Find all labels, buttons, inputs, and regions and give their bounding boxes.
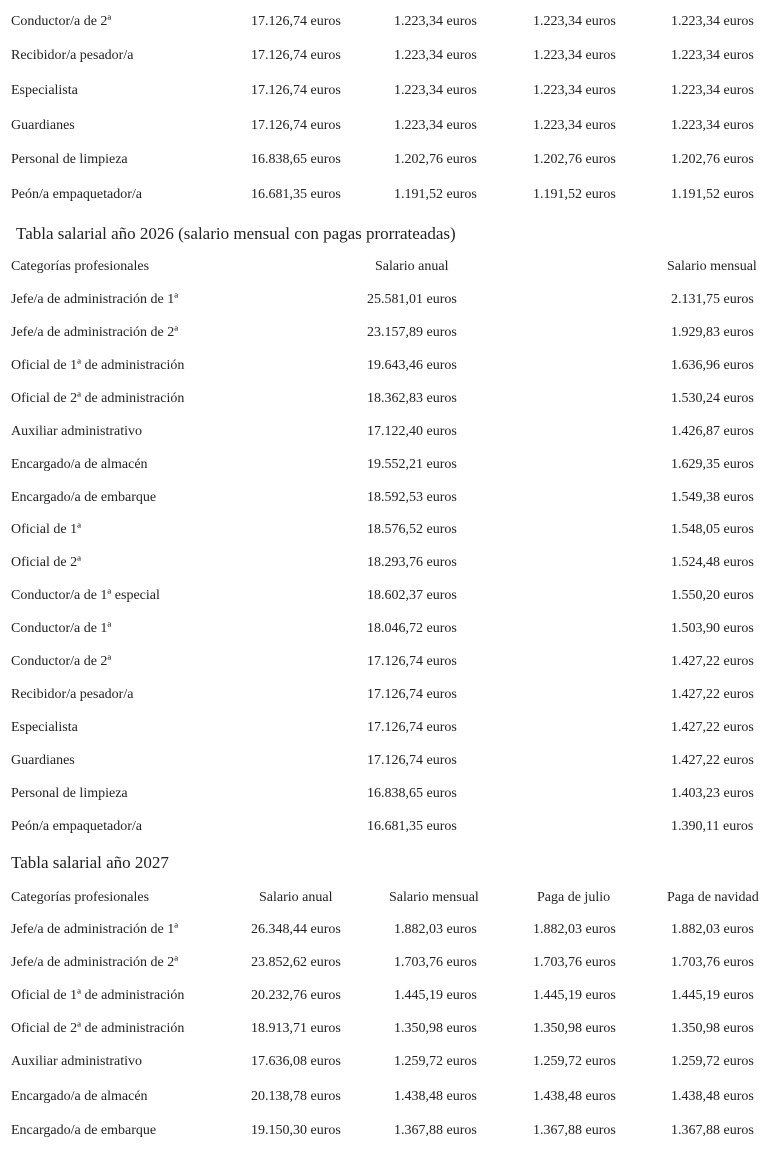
annual-salary-cell: 17.122,40 euros xyxy=(367,424,457,439)
monthly-salary-cell: 1.427,22 euros xyxy=(671,753,754,768)
category-cell: Jefe/a de administración de 1ª xyxy=(11,292,179,307)
annual-salary-cell: 20.232,76 euros xyxy=(251,988,341,1003)
table-row xyxy=(0,817,781,837)
header-categories: Categorías profesionales xyxy=(11,890,150,905)
annual-salary-cell: 17.126,74 euros xyxy=(367,720,457,735)
header-july-pay: Paga de julio xyxy=(537,890,611,905)
annual-salary-cell: 18.293,76 euros xyxy=(367,555,457,570)
monthly-salary-cell: 1.703,76 euros xyxy=(394,955,477,970)
table-row xyxy=(0,751,781,771)
table-row xyxy=(0,290,781,310)
annual-salary-cell: 19.643,46 euros xyxy=(367,358,457,373)
monthly-salary-cell: 1.503,90 euros xyxy=(671,621,754,636)
monthly-salary-cell: 1.550,20 euros xyxy=(671,588,754,603)
july-pay-cell: 1.191,52 euros xyxy=(533,187,616,202)
annual-salary-cell: 18.592,53 euros xyxy=(367,490,457,505)
category-cell: Especialista xyxy=(11,83,78,98)
monthly-salary-cell: 1.191,52 euros xyxy=(394,187,477,202)
category-cell: Jefe/a de administración de 2ª xyxy=(11,325,179,340)
table-row xyxy=(0,1087,781,1107)
category-cell: Conductor/a de 1ª xyxy=(11,621,112,636)
monthly-salary-cell: 1.629,35 euros xyxy=(671,457,754,472)
annual-salary-cell: 16.681,35 euros xyxy=(367,819,457,834)
christmas-pay-cell: 1.367,88 euros xyxy=(671,1123,754,1138)
table-row xyxy=(0,12,781,32)
annual-salary-cell: 17.126,74 euros xyxy=(251,118,341,133)
july-pay-cell: 1.350,98 euros xyxy=(533,1021,616,1036)
table-row xyxy=(0,586,781,606)
monthly-salary-cell: 1.223,34 euros xyxy=(394,83,477,98)
monthly-salary-cell: 1.426,87 euros xyxy=(671,424,754,439)
annual-salary-cell: 26.348,44 euros xyxy=(251,922,341,937)
christmas-pay-cell: 1.202,76 euros xyxy=(671,152,754,167)
category-cell: Conductor/a de 2ª xyxy=(11,14,112,29)
category-cell: Auxiliar administrativo xyxy=(11,424,143,439)
monthly-salary-cell: 1.929,83 euros xyxy=(671,325,754,340)
annual-salary-cell: 19.552,21 euros xyxy=(367,457,457,472)
monthly-salary-cell: 1.427,22 euros xyxy=(671,654,754,669)
table-row xyxy=(0,986,781,1006)
july-pay-cell: 1.367,88 euros xyxy=(533,1123,616,1138)
header-categories: Categorías profesionales xyxy=(11,259,150,274)
annual-salary-cell: 17.126,74 euros xyxy=(251,48,341,63)
table-row xyxy=(0,323,781,343)
category-cell: Jefe/a de administración de 2ª xyxy=(11,955,179,970)
july-pay-cell: 1.438,48 euros xyxy=(533,1089,616,1104)
category-cell: Guardianes xyxy=(11,753,75,768)
table-row xyxy=(0,488,781,508)
table-row xyxy=(0,389,781,409)
annual-salary-cell: 25.581,01 euros xyxy=(367,292,457,307)
monthly-salary-cell: 1.223,34 euros xyxy=(394,14,477,29)
table-row xyxy=(0,1121,781,1141)
table-row xyxy=(0,150,781,170)
july-pay-cell: 1.223,34 euros xyxy=(533,48,616,63)
category-cell: Auxiliar administrativo xyxy=(11,1054,143,1069)
category-cell: Conductor/a de 1ª especial xyxy=(11,588,160,603)
july-pay-cell: 1.259,72 euros xyxy=(533,1054,616,1069)
christmas-pay-cell: 1.223,34 euros xyxy=(671,48,754,63)
annual-salary-cell: 17.126,74 euros xyxy=(367,654,457,669)
christmas-pay-cell: 1.259,72 euros xyxy=(671,1054,754,1069)
july-pay-cell: 1.223,34 euros xyxy=(533,118,616,133)
july-pay-cell: 1.445,19 euros xyxy=(533,988,616,1003)
category-cell: Oficial de 2ª xyxy=(11,555,81,570)
annual-salary-cell: 16.681,35 euros xyxy=(251,187,341,202)
table-row xyxy=(0,953,781,973)
category-cell: Recibidor/a pesador/a xyxy=(11,687,134,702)
annual-salary-cell: 18.602,37 euros xyxy=(367,588,457,603)
monthly-salary-cell: 1.548,05 euros xyxy=(671,522,754,537)
monthly-salary-cell: 1.367,88 euros xyxy=(394,1123,477,1138)
category-cell: Personal de limpieza xyxy=(11,152,128,167)
christmas-pay-cell: 1.223,34 euros xyxy=(671,118,754,133)
table-row xyxy=(0,455,781,475)
july-pay-cell: 1.223,34 euros xyxy=(533,83,616,98)
category-cell: Oficial de 2ª de administración xyxy=(11,1021,185,1036)
category-cell: Encargado/a de embarque xyxy=(11,490,157,505)
monthly-salary-cell: 1.403,23 euros xyxy=(671,786,754,801)
annual-salary-cell: 17.126,74 euros xyxy=(367,687,457,702)
annual-salary-cell: 17.636,08 euros xyxy=(251,1054,341,1069)
annual-salary-cell: 23.852,62 euros xyxy=(251,955,341,970)
monthly-salary-cell: 1.530,24 euros xyxy=(671,391,754,406)
header-annual-salary: Salario anual xyxy=(375,259,449,274)
category-cell: Especialista xyxy=(11,720,78,735)
category-cell: Oficial de 1ª de administración xyxy=(11,358,185,373)
monthly-salary-cell: 1.445,19 euros xyxy=(394,988,477,1003)
table-row xyxy=(0,422,781,442)
monthly-salary-cell: 1.427,22 euros xyxy=(671,687,754,702)
christmas-pay-cell: 1.438,48 euros xyxy=(671,1089,754,1104)
table-row xyxy=(0,553,781,573)
category-cell: Peón/a empaquetador/a xyxy=(11,819,143,834)
july-pay-cell: 1.703,76 euros xyxy=(533,955,616,970)
annual-salary-cell: 16.838,65 euros xyxy=(251,152,341,167)
category-cell: Encargado/a de embarque xyxy=(11,1123,157,1138)
table-row xyxy=(0,652,781,672)
christmas-pay-cell: 1.223,34 euros xyxy=(671,14,754,29)
category-cell: Encargado/a de almacén xyxy=(11,1089,148,1104)
monthly-salary-cell: 1.223,34 euros xyxy=(394,48,477,63)
table-row xyxy=(0,46,781,66)
table-row xyxy=(0,685,781,705)
monthly-salary-cell: 2.131,75 euros xyxy=(671,292,754,307)
table-row xyxy=(0,619,781,639)
category-cell: Peón/a empaquetador/a xyxy=(11,187,143,202)
header-annual-salary: Salario anual xyxy=(259,890,333,905)
monthly-salary-cell: 1.202,76 euros xyxy=(394,152,477,167)
category-cell: Oficial de 1ª xyxy=(11,522,81,537)
table-row xyxy=(0,718,781,738)
table-row xyxy=(0,185,781,205)
table-row xyxy=(0,1052,781,1072)
annual-salary-cell: 17.126,74 euros xyxy=(251,83,341,98)
header-monthly-salary: Salario mensual xyxy=(667,259,757,274)
table-header-row xyxy=(0,888,781,908)
annual-salary-cell: 18.913,71 euros xyxy=(251,1021,341,1036)
category-cell: Encargado/a de almacén xyxy=(11,457,148,472)
annual-salary-cell: 20.138,78 euros xyxy=(251,1089,341,1104)
table-2027-title: Tabla salarial año 2027 xyxy=(11,853,169,872)
category-cell: Conductor/a de 2ª xyxy=(11,654,112,669)
table-row xyxy=(0,81,781,101)
category-cell: Guardianes xyxy=(11,118,75,133)
annual-salary-cell: 17.126,74 euros xyxy=(367,753,457,768)
table-header-row xyxy=(0,257,781,277)
table-row xyxy=(0,116,781,136)
table-row xyxy=(0,784,781,804)
category-cell: Oficial de 1ª de administración xyxy=(11,988,185,1003)
annual-salary-cell: 23.157,89 euros xyxy=(367,325,457,340)
header-monthly-salary: Salario mensual xyxy=(389,890,479,905)
july-pay-cell: 1.202,76 euros xyxy=(533,152,616,167)
table-row xyxy=(0,520,781,540)
table-2026-title: Tabla salarial año 2026 (salario mensual con pagas prorrateadas) xyxy=(16,224,456,243)
annual-salary-cell: 18.576,52 euros xyxy=(367,522,457,537)
annual-salary-cell: 18.362,83 euros xyxy=(367,391,457,406)
monthly-salary-cell: 1.636,96 euros xyxy=(671,358,754,373)
christmas-pay-cell: 1.445,19 euros xyxy=(671,988,754,1003)
header-christmas-pay: Paga de navidad xyxy=(667,890,759,905)
annual-salary-cell: 17.126,74 euros xyxy=(251,14,341,29)
table-row xyxy=(0,356,781,376)
category-cell: Recibidor/a pesador/a xyxy=(11,48,134,63)
category-cell: Personal de limpieza xyxy=(11,786,128,801)
christmas-pay-cell: 1.191,52 euros xyxy=(671,187,754,202)
monthly-salary-cell: 1.223,34 euros xyxy=(394,118,477,133)
july-pay-cell: 1.223,34 euros xyxy=(533,14,616,29)
monthly-salary-cell: 1.438,48 euros xyxy=(394,1089,477,1104)
annual-salary-cell: 18.046,72 euros xyxy=(367,621,457,636)
christmas-pay-cell: 1.703,76 euros xyxy=(671,955,754,970)
monthly-salary-cell: 1.427,22 euros xyxy=(671,720,754,735)
christmas-pay-cell: 1.882,03 euros xyxy=(671,922,754,937)
monthly-salary-cell: 1.259,72 euros xyxy=(394,1054,477,1069)
monthly-salary-cell: 1.350,98 euros xyxy=(394,1021,477,1036)
annual-salary-cell: 19.150,30 euros xyxy=(251,1123,341,1138)
table-row xyxy=(0,920,781,940)
table-row xyxy=(0,1019,781,1039)
monthly-salary-cell: 1.882,03 euros xyxy=(394,922,477,937)
annual-salary-cell: 16.838,65 euros xyxy=(367,786,457,801)
christmas-pay-cell: 1.223,34 euros xyxy=(671,83,754,98)
monthly-salary-cell: 1.549,38 euros xyxy=(671,490,754,505)
monthly-salary-cell: 1.390,11 euros xyxy=(671,819,754,834)
christmas-pay-cell: 1.350,98 euros xyxy=(671,1021,754,1036)
monthly-salary-cell: 1.524,48 euros xyxy=(671,555,754,570)
category-cell: Jefe/a de administración de 1ª xyxy=(11,922,179,937)
july-pay-cell: 1.882,03 euros xyxy=(533,922,616,937)
category-cell: Oficial de 2ª de administración xyxy=(11,391,185,406)
